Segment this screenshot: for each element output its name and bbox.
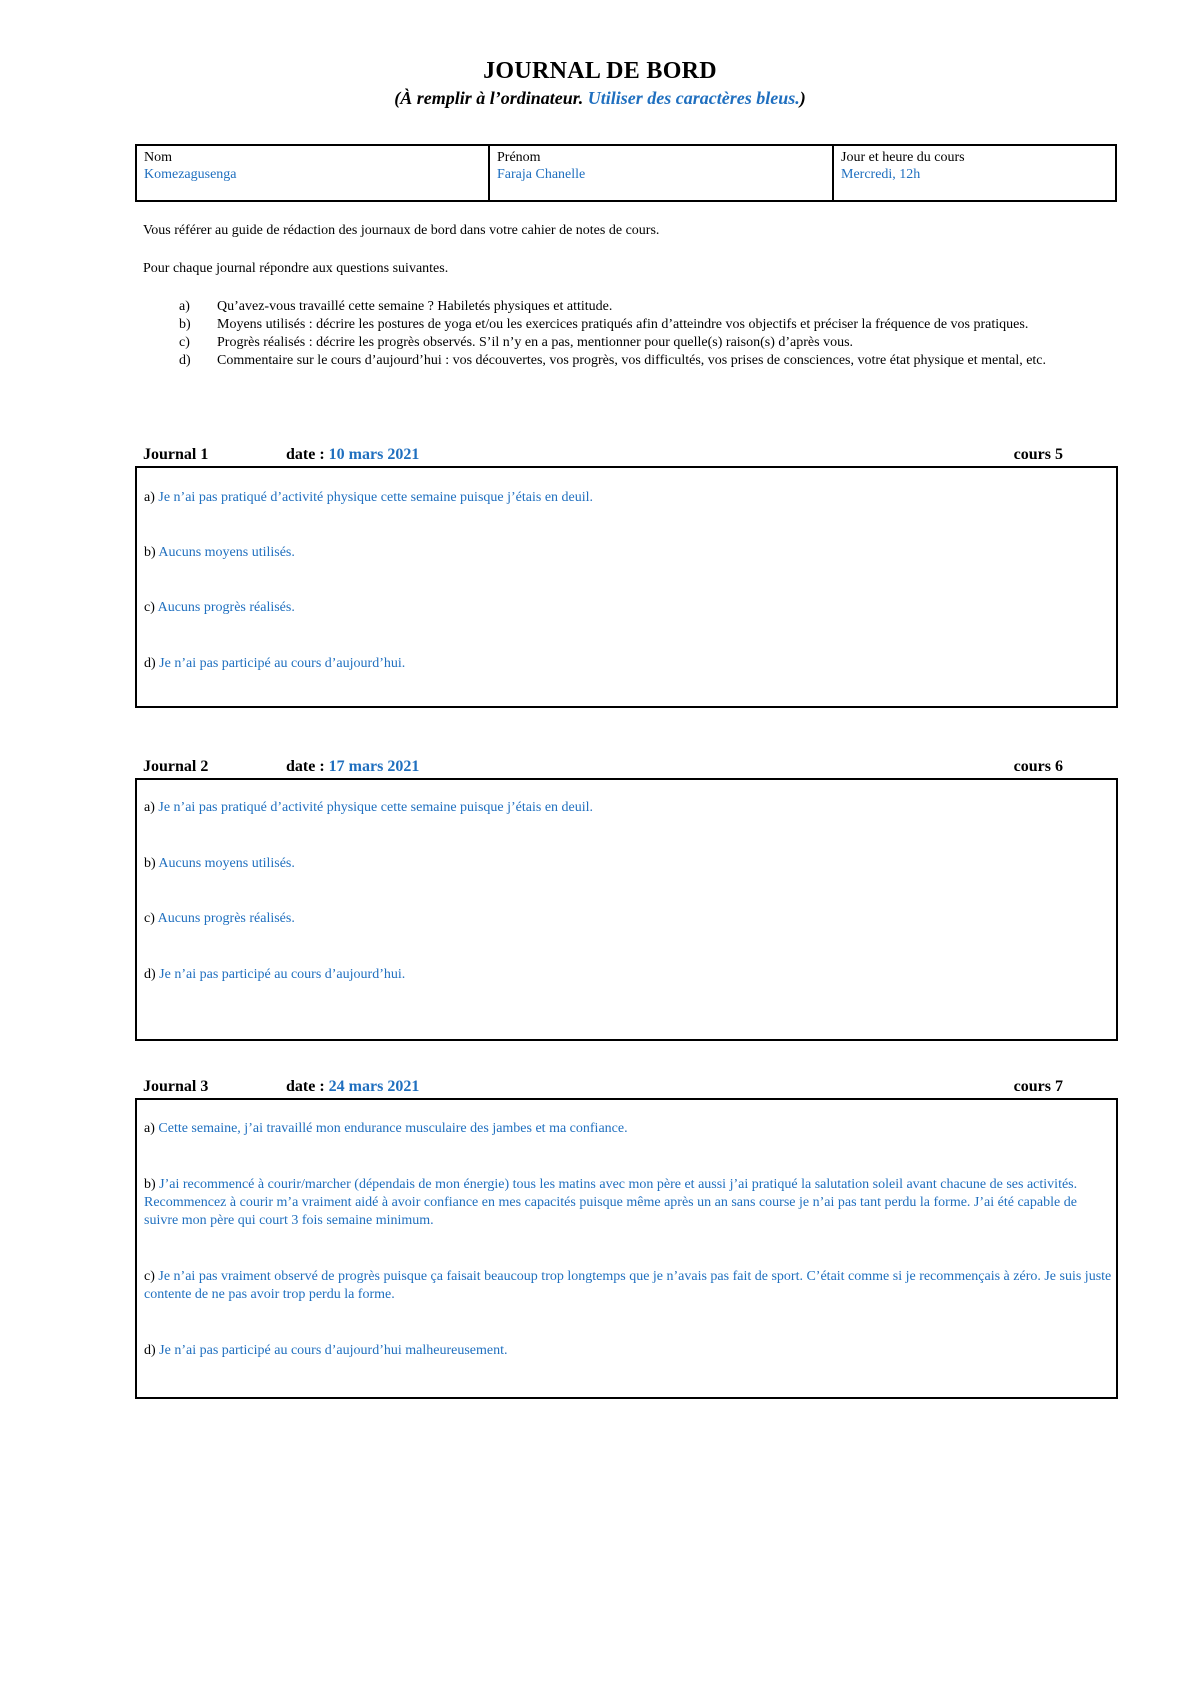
journal-answer [144,655,1114,673]
jour-value: Mercredi, 12h [841,167,921,182]
question-letter: d) [179,353,191,368]
answer-letter: b) [144,856,159,871]
subtitle-prefix: (À remplir à l’ordinateur. [394,88,588,108]
journal-answer [144,1176,1114,1230]
journal-3-box [135,1098,1118,1399]
answer-letter: d) [144,1343,160,1358]
journal-answer [144,1342,1114,1360]
student-info-table [135,144,1117,202]
answer-text: Je n’ai pas participé au cours d’aujourd’hui. [159,656,406,671]
journal-2-box [135,778,1118,1041]
answer-text: Aucuns moyens utilisés. [158,856,295,871]
journal-answer [144,1268,1114,1304]
question-text: Progrès réalisés : décrire les progrès observés. S’il n’y en a pas, mentionner pour quelle(s) raison(s) d’après vous. [217,335,854,350]
subtitle-suffix: ) [799,88,806,108]
answer-text: Je n’ai pas pratiqué d’activité physique cette semaine puisque j’étais en deuil. [158,490,594,505]
answer-text: Je n’ai pas pratiqué d’activité physique cette semaine puisque j’étais en deuil. [158,800,594,815]
journal-answer [144,799,1114,817]
jour-cell [832,146,1115,200]
journal-cours: cours 7 [1013,1078,1063,1095]
questions-list [143,298,1063,370]
journal-date-value: 24 mars 2021 [328,1078,420,1095]
journal-date-label: date : [286,1078,329,1095]
nom-label: Nom [144,150,172,165]
journal-answer [144,599,1114,617]
question-letter: c) [179,335,190,350]
question-letter: a) [179,299,190,314]
page-title: JOURNAL DE BORD [483,58,717,84]
journal-1-header [143,446,1063,468]
journal-date [286,446,419,464]
journal-answer [144,489,1114,507]
journal-name: Journal 1 [143,446,209,463]
journal-cours: cours 6 [1013,758,1063,775]
answer-letter: c) [144,600,158,615]
journal-date [286,758,419,776]
answer-text: Aucuns moyens utilisés. [158,545,295,560]
answer-text: Je n’ai pas participé au cours d’aujourd’hui malheureusement. [159,1343,508,1358]
question-item [143,334,1063,352]
nom-cell [137,146,488,200]
answer-letter: b) [144,1177,160,1192]
subtitle-blue-note: Utiliser des caractères bleus. [587,88,800,108]
answer-text: J’ai recommencé à courir/marcher (dépendais de mon énergie) tous les matins avec mon père et aussi j’ai pratiqué la salutation soleil avant chacune de ses activités. Recommencez à courir m’a vraiment aidé à avoir confiance en mes capacités puisque même après un an sans course je n’ai pas tant perdu la forme. J’ai été capable de suivre mon père qui court 3 fois semaine minimum. [144,1177,1078,1228]
question-item [143,316,1063,334]
answer-letter: c) [144,911,158,926]
journal-answer [144,1120,1114,1138]
question-text: Commentaire sur le cours d’aujourd’hui : vos découvertes, vos progrès, vos difficultés, vos prises de consciences, votre état physique et mental, etc. [217,353,1047,368]
journal-1-box [135,466,1118,708]
answer-text: Cette semaine, j’ai travaillé mon endurance musculaire des jambes et ma confiance. [158,1121,628,1136]
questions-intro: Pour chaque journal répondre aux questions suivantes. [143,261,449,276]
question-letter: b) [179,317,191,332]
guide-instruction: Vous référer au guide de rédaction des journaux de bord dans votre cahier de notes de cours. [143,223,660,238]
journal-date [286,1078,419,1096]
journal-cours: cours 5 [1013,446,1063,463]
journal-answer [144,544,1114,562]
page-subtitle [0,88,1200,109]
journal-answer [144,855,1114,873]
prenom-value: Faraja Chanelle [497,167,586,182]
journal-name: Journal 2 [143,758,209,775]
answer-text: Aucuns progrès réalisés. [157,600,295,615]
question-text: Moyens utilisés : décrire les postures de yoga et/ou les exercices pratiqués afin d’atteindre vos objectifs et préciser la fréquence de vos pratiques. [217,317,1029,332]
answer-text: Aucuns progrès réalisés. [157,911,295,926]
nom-value: Komezagusenga [144,167,237,182]
answer-letter: d) [144,656,160,671]
answer-text: Je n’ai pas vraiment observé de progrès puisque ça faisait beaucoup trop longtemps que je n’avais pas fait de sport. C’était comme si je recommençais à zéro. Je suis juste contente de ne pas avoir trop perdu la forme. [144,1269,1112,1302]
answer-letter: a) [144,1121,159,1136]
question-item [143,298,1063,316]
prenom-label: Prénom [497,150,541,165]
question-text: Qu’avez-vous travaillé cette semaine ? Habiletés physiques et attitude. [217,299,613,314]
journal-3-header [143,1078,1063,1100]
journal-date-value: 10 mars 2021 [328,446,420,463]
jour-label: Jour et heure du cours [841,150,965,165]
journal-date-value: 17 mars 2021 [328,758,420,775]
answer-letter: c) [144,1269,159,1284]
journal-answer [144,966,1114,984]
question-item [143,352,1063,370]
journal-2-header [143,758,1063,780]
journal-date-label: date : [286,446,329,463]
answer-letter: d) [144,967,160,982]
answer-letter: b) [144,545,159,560]
answer-text: Je n’ai pas participé au cours d’aujourd’hui. [159,967,406,982]
answer-letter: a) [144,800,159,815]
journal-answer [144,910,1114,928]
journal-name: Journal 3 [143,1078,209,1095]
answer-letter: a) [144,490,159,505]
prenom-cell [488,146,832,200]
journal-date-label: date : [286,758,329,775]
